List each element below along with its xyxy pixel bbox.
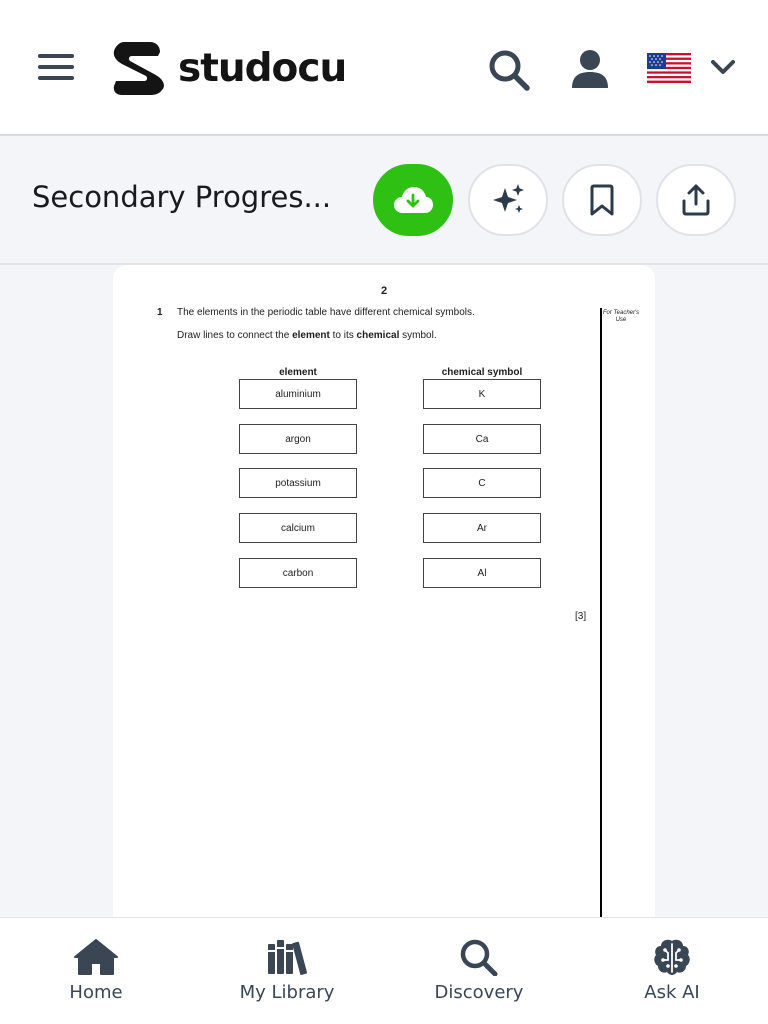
nav-ask-ai[interactable] — [636, 918, 708, 1024]
search-icon[interactable] — [487, 48, 531, 92]
element-box: aluminium — [239, 379, 357, 409]
ai-brain-icon — [651, 938, 693, 976]
top-bar — [0, 0, 768, 136]
user-icon[interactable] — [569, 48, 611, 90]
discovery-search-icon — [458, 938, 500, 976]
bookmark-icon — [588, 184, 616, 216]
margin-divider — [600, 308, 602, 917]
element-box: calcium — [239, 513, 357, 543]
bottom-navigation — [0, 917, 768, 1024]
question-number: 1 — [157, 307, 163, 318]
symbol-column-heading: chemical symbol — [441, 367, 523, 378]
ai-sparkle-button[interactable] — [468, 164, 548, 236]
question-instruction: Draw lines to connect the element to its chemical symbol. — [177, 330, 437, 341]
element-column-heading: element — [279, 367, 317, 378]
nav-discovery[interactable] — [428, 918, 530, 1024]
document-title: Secondary Progres... — [32, 180, 332, 214]
nav-home[interactable] — [55, 918, 137, 1024]
document-viewer[interactable] — [0, 265, 768, 917]
cloud-download-icon — [392, 185, 434, 215]
nav-ask-ai-label: Ask AI — [644, 982, 700, 1003]
teacher-use-label: For Teacher's Use — [602, 310, 640, 324]
chevron-down-icon[interactable] — [709, 56, 737, 78]
symbol-box: Al — [423, 558, 541, 588]
nav-my-library-label: My Library — [239, 982, 335, 1003]
menu-icon[interactable] — [38, 52, 74, 82]
symbol-box: Ca — [423, 424, 541, 454]
marks-label: [3] — [575, 611, 587, 622]
studocu-logo-mark-icon — [110, 40, 170, 96]
element-box: argon — [239, 424, 357, 454]
element-box: carbon — [239, 558, 357, 588]
symbol-box: C — [423, 468, 541, 498]
symbol-box: K — [423, 379, 541, 409]
share-icon — [680, 183, 712, 217]
download-button[interactable] — [373, 164, 453, 236]
logo-text: studocu — [178, 45, 347, 91]
nav-my-library[interactable] — [232, 918, 342, 1024]
question-text: The elements in the periodic table have different chemical symbols. — [177, 307, 475, 318]
share-button[interactable] — [656, 164, 736, 236]
page-number: 2 — [380, 285, 388, 297]
nav-home-label: Home — [69, 982, 123, 1003]
document-page — [113, 265, 655, 917]
bookmark-button[interactable] — [562, 164, 642, 236]
symbol-box: Ar — [423, 513, 541, 543]
us-flag-icon[interactable] — [647, 53, 691, 83]
library-books-icon — [266, 938, 308, 976]
nav-discovery-label: Discovery — [434, 982, 524, 1003]
home-icon — [73, 938, 119, 976]
sparkles-icon — [490, 182, 526, 218]
element-box: potassium — [239, 468, 357, 498]
studocu-logo[interactable] — [110, 40, 346, 96]
